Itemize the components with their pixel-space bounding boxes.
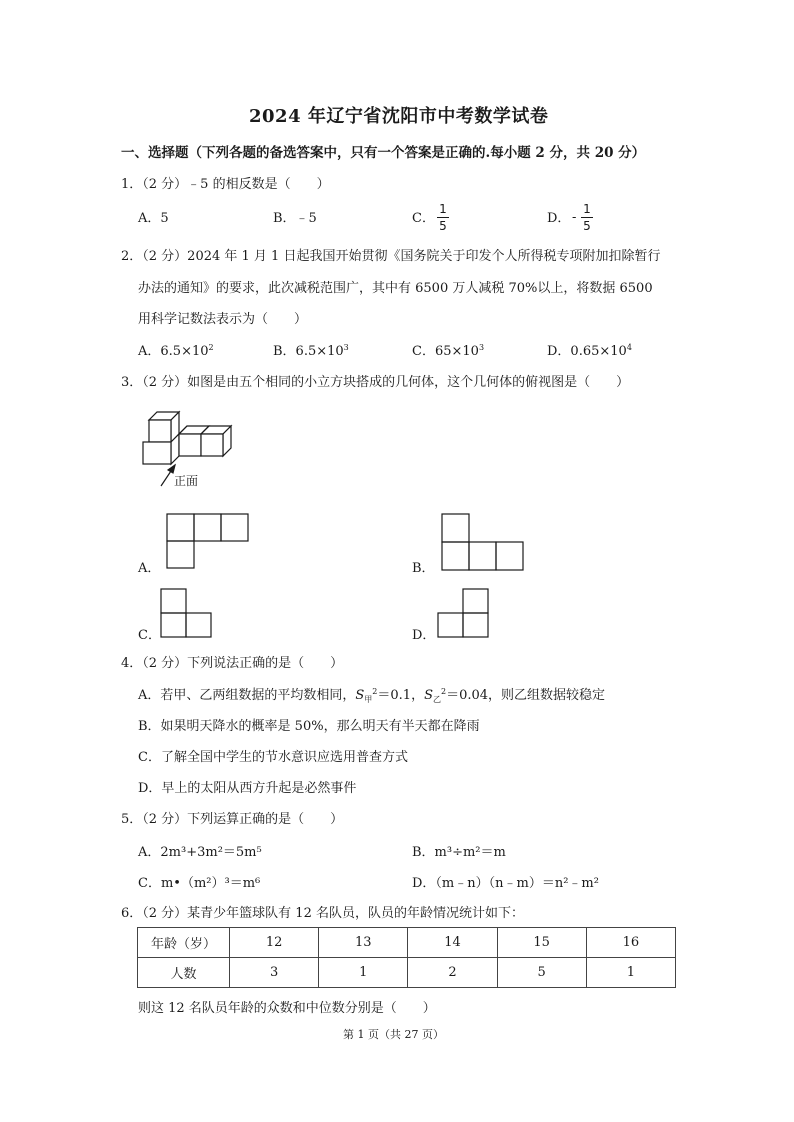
variance-symbol-yi: S	[424, 688, 433, 703]
q3-option-c-label[interactable]: C．	[138, 628, 161, 643]
table-cell: 14	[408, 928, 497, 958]
q6-stem: 6．（2 分）某青少年篮球队有 12 名队员，队员的年龄情况统计如下：	[121, 906, 524, 921]
q2-a-exponent: 2	[208, 343, 214, 352]
table-header-count: 人数	[138, 958, 230, 988]
q5-option-b[interactable]: B．m³÷m²＝m	[412, 845, 506, 860]
q4-option-d[interactable]: D．早上的太阳从西方升起是必然事件	[138, 781, 357, 796]
q5-option-d[interactable]: D．（m﹣n）（n﹣m）＝n²﹣m²	[412, 876, 599, 891]
table-cell: 1	[586, 958, 675, 988]
variance-symbol-jia: S	[355, 688, 365, 703]
q1-fraction-c	[437, 203, 449, 232]
table-header-age: 年龄（岁）	[138, 928, 230, 958]
subscript-yi: 乙	[432, 695, 441, 704]
q2-line2: 办法的通知》的要求，此次减税范围广，其中有 6500 万人减税 70%以上，将数据 6500	[138, 281, 653, 296]
table-cell: 15	[497, 928, 586, 958]
table-row	[138, 958, 676, 988]
table-cell: 12	[230, 928, 319, 958]
fraction-bar	[437, 217, 449, 218]
q4-option-a[interactable]	[138, 689, 605, 704]
fraction-bar	[581, 217, 593, 218]
age-stats-table	[137, 927, 676, 988]
q3-option-b-label[interactable]: B．	[412, 561, 435, 576]
q1-d-numerator: 1	[583, 202, 591, 216]
page-title: 2024 年辽宁省沈阳市中考数学试卷	[249, 106, 549, 127]
q1-option-d[interactable]: D．	[547, 211, 571, 226]
table-cell: 13	[319, 928, 408, 958]
square-exponent-jia: 2	[372, 687, 378, 696]
table-row	[138, 928, 676, 958]
q1-option-b[interactable]: B．﹣5	[273, 211, 317, 226]
q3-option-b-figure[interactable]	[441, 513, 525, 571]
q2-b-base: B．6.5×10	[273, 344, 344, 359]
q2-option-d[interactable]	[547, 345, 632, 358]
table-cell: 5	[497, 958, 586, 988]
q2-c-exponent: 3	[478, 343, 485, 352]
q5-option-a[interactable]: A．2m³+3m²＝5m⁵	[138, 845, 262, 860]
q3-option-d-figure[interactable]	[437, 588, 489, 638]
section-heading: 一、选择题（下列各题的备选答案中，只有一个答案是正确的.每小题 2 分，共 20 分）	[121, 145, 646, 161]
q1-c-numerator: 1	[439, 202, 447, 216]
table-cell: 1	[319, 958, 408, 988]
q2-option-c[interactable]	[412, 345, 484, 358]
q4-option-b[interactable]: B．如果明天降水的概率是 50%，那么明天有半天都在降雨	[138, 719, 480, 734]
front-face-label: 正面	[174, 474, 199, 488]
q1-d-denominator: 5	[583, 219, 591, 233]
q1-option-c[interactable]: C．	[412, 211, 435, 226]
q3-option-a-label[interactable]: A．	[138, 561, 161, 576]
q4-a-mid: ＝0.1，	[377, 688, 425, 703]
q2-line3: 用科学记数法表示为（ ）	[138, 312, 308, 327]
q2-b-exponent: 3	[343, 343, 349, 352]
q1-option-a[interactable]: A．5	[138, 211, 169, 226]
table-cell: 16	[586, 928, 675, 958]
q6-followup: 则这 12 名队员年龄的众数和中位数分别是（ ）	[138, 1001, 436, 1016]
page-footer: 第 1 页（共 27 页）	[343, 1028, 444, 1041]
q2-d-exponent: 4	[626, 343, 632, 352]
q5-option-c[interactable]: C．m•（m²）³＝m⁶	[138, 876, 261, 891]
table-cell: 3	[230, 958, 319, 988]
q3-option-c-figure[interactable]	[160, 588, 212, 638]
q2-line1: 2．（2 分）2024 年 1 月 1 日起我国开始贯彻《国务院关于印发个人所得税专项附加扣除暂行	[121, 249, 661, 264]
q2-option-a[interactable]	[138, 345, 214, 358]
q4-option-c[interactable]: C．了解全国中学生的节水意识应选用普查方式	[138, 750, 408, 765]
q3-stem: 3．（2 分）如图是由五个相同的小立方块搭成的几何体，这个几何体的俯视图是（ ）	[121, 375, 630, 390]
q1-fraction-d	[581, 203, 593, 232]
q4-stem: 4．（2 分）下列说法正确的是（ ）	[121, 656, 344, 671]
square-exponent-yi: 2	[440, 687, 447, 696]
q1-c-denominator: 5	[439, 219, 447, 233]
q2-a-base: A．6.5×10	[138, 344, 209, 359]
q1-stem: 1．（2 分）﹣5 的相反数是（ ）	[121, 177, 330, 192]
table-cell: 2	[408, 958, 497, 988]
q3-option-d-label[interactable]: D．	[412, 628, 436, 643]
q2-option-b[interactable]	[273, 345, 349, 358]
q2-c-base: C．65×10	[412, 344, 479, 359]
q2-d-base: D．0.65×10	[547, 344, 627, 359]
q5-stem: 5．（2 分）下列运算正确的是（ ）	[121, 812, 344, 827]
subscript-jia: 甲	[364, 695, 373, 704]
q1-d-minus-sign: -	[572, 210, 577, 225]
q3-option-a-figure[interactable]	[166, 513, 250, 569]
q4-a-prefix: A．若甲、乙两组数据的平均数相同，	[138, 688, 356, 703]
q4-a-suffix: ＝0.04，则乙组数据较稳定	[446, 688, 606, 703]
